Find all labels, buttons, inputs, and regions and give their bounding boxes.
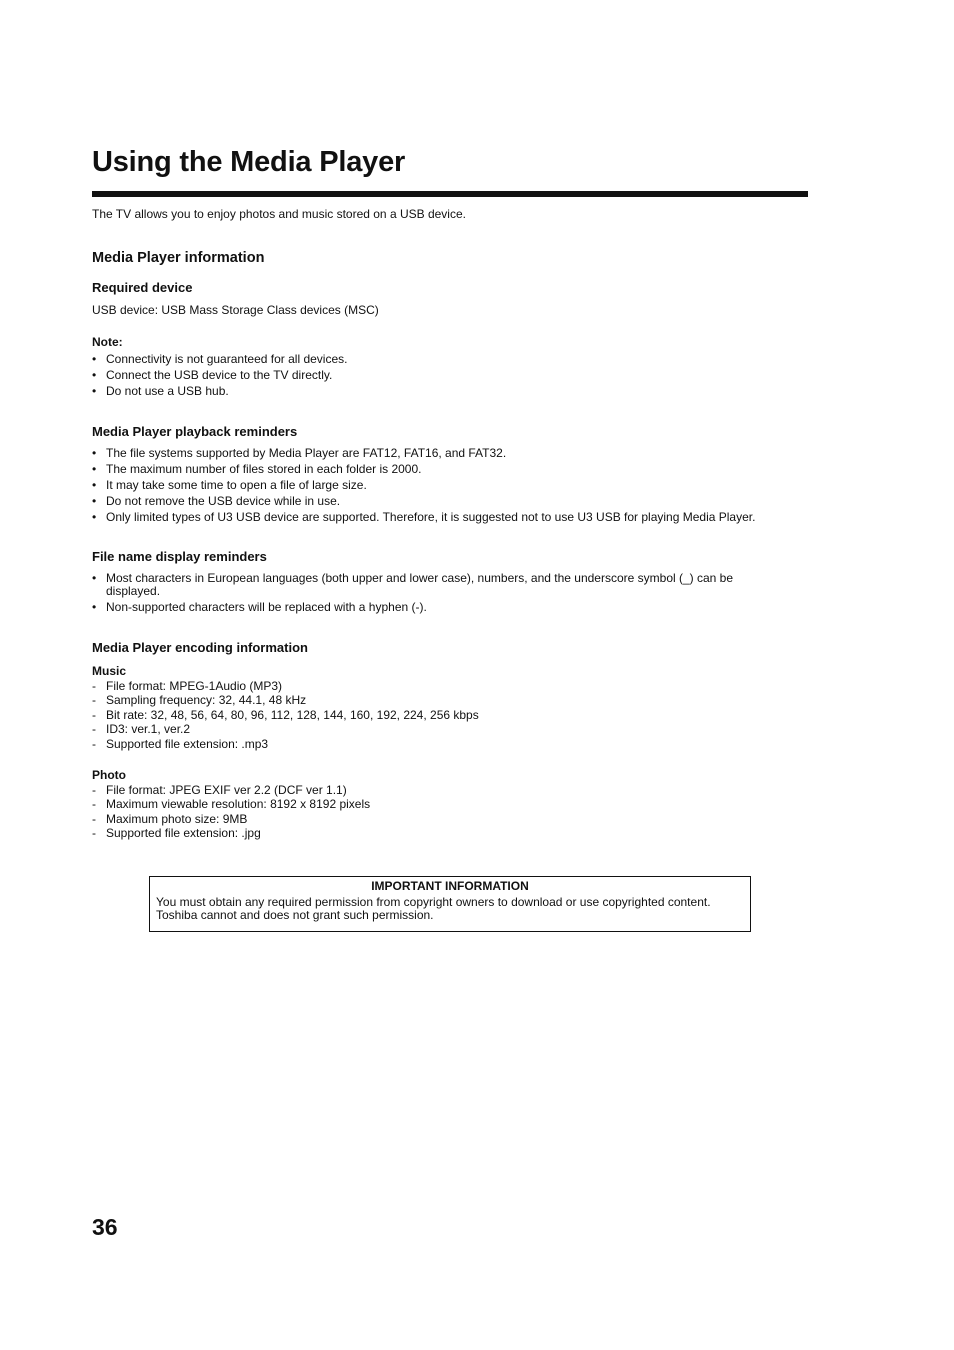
list-item	[92, 463, 808, 476]
list-item-text: Maximum viewable resolution: 8192 x 8192 pixels	[106, 797, 371, 812]
list-item	[92, 709, 808, 722]
bullet-marker: •	[92, 446, 97, 460]
important-information-box	[149, 876, 751, 932]
music-heading: Music	[92, 664, 127, 678]
list-item-text: The maximum number of files stored in each folder is 2000.	[106, 462, 422, 476]
dash-marker: -	[92, 722, 96, 737]
list-item-text: Supported file extension: .mp3	[106, 736, 269, 751]
note-heading: Note:	[92, 335, 123, 349]
list-item-text: Do not remove the USB device while in use.	[106, 494, 341, 508]
bullet-marker: •	[92, 384, 97, 398]
manual-page	[92, 0, 808, 1350]
list-item	[92, 479, 808, 492]
list-item	[92, 784, 808, 797]
list-item	[92, 572, 782, 598]
list-item-text: Bit rate: 32, 48, 56, 64, 80, 96, 112, 128, 144, 160, 192, 224, 256 kbps	[106, 707, 479, 722]
dash-marker: -	[92, 707, 96, 722]
bullet-marker: •	[92, 600, 97, 615]
list-item	[92, 369, 808, 382]
section-heading-playback: Media Player playback reminders	[92, 424, 298, 439]
page-number: 36	[92, 1214, 118, 1240]
section-heading-encoding: Media Player encoding information	[92, 640, 308, 655]
playback-list	[92, 447, 808, 527]
filename-list	[92, 572, 782, 617]
important-information-line-1: You must obtain any required permission from copyright owners to download or use copyrighted content.	[156, 895, 711, 910]
list-item	[92, 447, 808, 460]
list-item-text: ID3: ver.1, ver.2	[106, 722, 191, 737]
list-item	[92, 723, 808, 736]
bullet-marker: •	[92, 510, 97, 524]
list-item-text: Only limited types of U3 USB device are supported. Therefore, it is suggested not to use U3 USB for playing Media Player.	[106, 510, 756, 524]
list-item	[92, 680, 808, 693]
list-item-text: Sampling frequency: 32, 44.1, 48 kHz	[106, 693, 307, 708]
music-spec-list	[92, 680, 808, 752]
list-item-text: Non-supported characters will be replaced with a hyphen (-).	[106, 600, 427, 615]
list-item	[92, 827, 808, 840]
list-item	[92, 738, 808, 751]
dash-marker: -	[92, 693, 96, 708]
list-item	[92, 385, 808, 398]
dash-marker: -	[92, 783, 96, 797]
bullet-marker: •	[92, 352, 97, 366]
list-item-text: Maximum photo size: 9MB	[106, 811, 248, 826]
list-item	[92, 601, 782, 614]
list-item	[92, 495, 808, 508]
required-device-text: USB device: USB Mass Storage Class devices (MSC)	[92, 303, 379, 317]
list-item-text: File format: JPEG EXIF ver 2.2 (DCF ver 1.1)	[106, 783, 347, 797]
dash-marker: -	[92, 811, 96, 826]
list-item-text: Do not use a USB hub.	[106, 384, 229, 398]
dash-marker: -	[92, 797, 96, 812]
list-item	[92, 511, 808, 524]
list-item-text: Most characters in European languages (both upper and lower case), numbers, and the underscore symbol (_) can be displayed.	[106, 571, 734, 599]
dash-marker: -	[92, 826, 96, 841]
section-heading-filename: File name display reminders	[92, 549, 267, 564]
list-item-text: Connect the USB device to the TV directly.	[106, 368, 333, 382]
bullet-marker: •	[92, 571, 97, 585]
list-item	[92, 353, 808, 366]
subheading-required-device: Required device	[92, 280, 193, 295]
dash-marker: -	[92, 679, 96, 693]
bullet-marker: •	[92, 368, 97, 382]
list-item	[92, 798, 808, 811]
title-rule	[92, 191, 808, 197]
bullet-marker: •	[92, 494, 97, 508]
list-item-text: Connectivity is not guaranteed for all devices.	[106, 352, 348, 366]
intro-text: The TV allows you to enjoy photos and music stored on a USB device.	[92, 207, 466, 221]
bullet-marker: •	[92, 478, 97, 492]
list-item-text: The file systems supported by Media Player are FAT12, FAT16, and FAT32.	[106, 446, 507, 460]
page-title: Using the Media Player	[92, 146, 406, 178]
list-item-text: It may take some time to open a file of large size.	[106, 478, 367, 492]
important-information-line-2: Toshiba cannot and does not grant such permission.	[156, 908, 434, 923]
list-item-text: File format: MPEG-1Audio (MP3)	[106, 679, 283, 693]
list-item-text: Supported file extension: .jpg	[106, 826, 261, 841]
photo-heading: Photo	[92, 768, 126, 782]
photo-spec-list	[92, 784, 808, 842]
list-item	[92, 813, 808, 826]
dash-marker: -	[92, 736, 96, 751]
section-heading-info: Media Player information	[92, 250, 265, 266]
bullet-marker: •	[92, 462, 97, 476]
list-item	[92, 694, 808, 707]
important-information-title: IMPORTANT INFORMATION	[371, 879, 529, 893]
note-list	[92, 353, 808, 401]
